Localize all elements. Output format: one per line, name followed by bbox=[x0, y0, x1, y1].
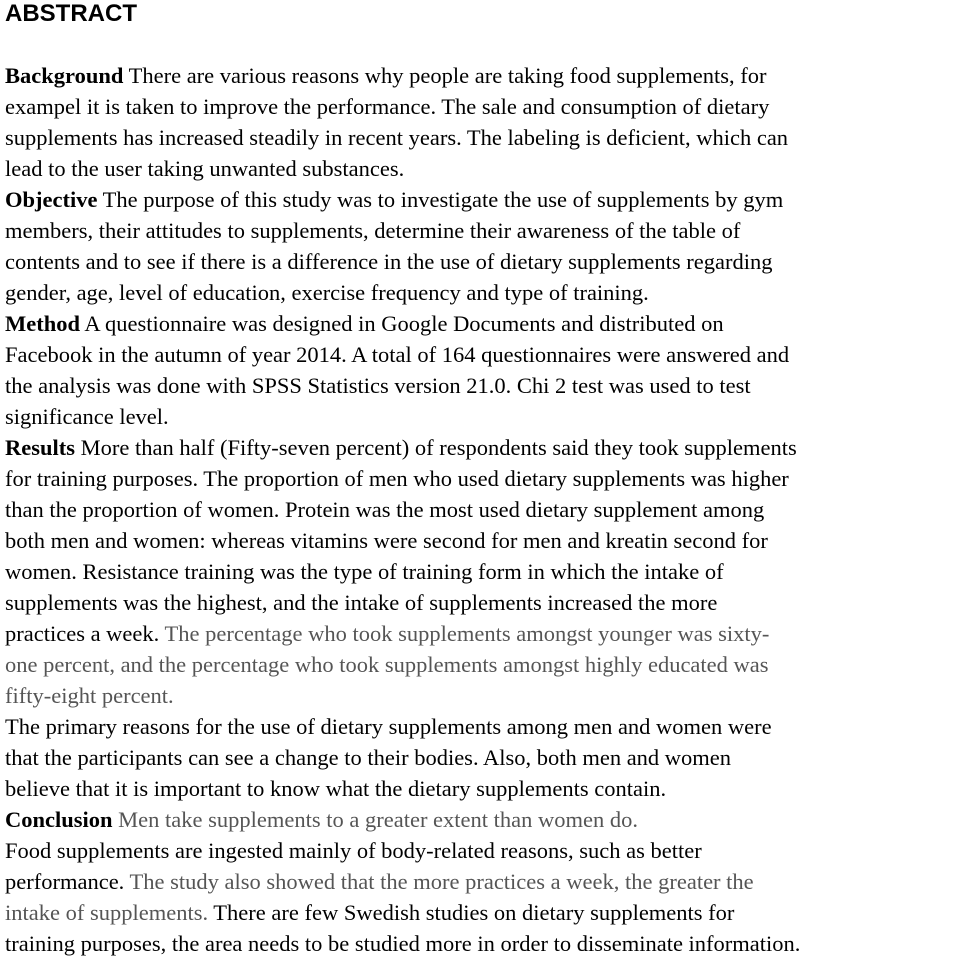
text-run: intake of supplements. bbox=[5, 900, 209, 925]
section-label: Background bbox=[5, 63, 124, 88]
text-line bbox=[5, 246, 959, 277]
section-label: Method bbox=[5, 311, 80, 336]
text-line bbox=[5, 215, 959, 246]
text-run: significance level. bbox=[5, 404, 169, 429]
text-line bbox=[5, 184, 959, 215]
text-run: than the proportion of women. Protein was the most used dietary supplement among bbox=[5, 497, 765, 522]
abstract-body bbox=[5, 60, 959, 959]
text-run: fifty-eight percent. bbox=[5, 683, 174, 708]
text-run: Food supplements are ingested mainly of body-related reasons, such as better bbox=[5, 838, 702, 863]
text-run: Facebook in the autumn of year 2014. A total of 164 questionnaires were answered and bbox=[5, 342, 790, 367]
text-run: members, their attitudes to supplements, determine their awareness of the table of bbox=[5, 218, 741, 243]
text-run: The purpose of this study was to investigate the use of supplements by gym bbox=[97, 187, 784, 212]
text-line bbox=[5, 370, 959, 401]
text-line bbox=[5, 401, 959, 432]
text-run: The percentage who took supplements amongst younger was sixty- bbox=[164, 621, 770, 646]
text-line bbox=[5, 680, 959, 711]
abstract-page bbox=[5, 0, 959, 959]
text-line bbox=[5, 91, 959, 122]
text-run: training purposes, the area needs to be studied more in order to disseminate information. bbox=[5, 931, 801, 956]
text-run: The primary reasons for the use of dietary supplements among men and women were bbox=[5, 714, 772, 739]
text-run: Men take supplements to a greater extent than women do. bbox=[112, 807, 639, 832]
text-run: believe that it is important to know what the dietary supplements contain. bbox=[5, 776, 667, 801]
text-run: The study also showed that the more practices a week, the greater the bbox=[129, 869, 754, 894]
text-run: A questionnaire was designed in Google Documents and distributed on bbox=[80, 311, 724, 336]
text-run: There are few Swedish studies on dietary supplements for bbox=[208, 900, 735, 925]
text-run: performance. bbox=[5, 869, 130, 894]
text-run: one percent, and the percentage who took supplements amongst highly educated was bbox=[5, 652, 769, 677]
text-line bbox=[5, 897, 959, 928]
text-run: practices a week. bbox=[5, 621, 165, 646]
text-run: the analysis was done with SPSS Statistics version 21.0. Chi 2 test was used to test bbox=[5, 373, 751, 398]
text-line bbox=[5, 711, 959, 742]
text-line bbox=[5, 432, 959, 463]
text-run: lead to the user taking unwanted substances. bbox=[5, 156, 405, 181]
text-run: for training purposes. The proportion of men who used dietary supplements was higher bbox=[5, 466, 789, 491]
text-line bbox=[5, 339, 959, 370]
text-line bbox=[5, 773, 959, 804]
section-label: Conclusion bbox=[5, 807, 113, 832]
text-line bbox=[5, 804, 959, 835]
text-line bbox=[5, 122, 959, 153]
text-run: There are various reasons why people are taking food supplements, for bbox=[123, 63, 767, 88]
text-line bbox=[5, 308, 959, 339]
text-line bbox=[5, 494, 959, 525]
text-run: supplements has increased steadily in recent years. The labeling is deficient, which can bbox=[5, 125, 789, 150]
text-run: exampel it is taken to improve the performance. The sale and consumption of dietary bbox=[5, 94, 770, 119]
abstract-heading: ABSTRACT bbox=[5, 0, 137, 27]
text-line bbox=[5, 742, 959, 773]
text-line bbox=[5, 835, 959, 866]
text-run: contents and to see if there is a difference in the use of dietary supplements regarding bbox=[5, 249, 773, 274]
text-line bbox=[5, 556, 959, 587]
text-run: both men and women: whereas vitamins were second for men and kreatin second for bbox=[5, 528, 768, 553]
section-label: Objective bbox=[5, 187, 98, 212]
text-run: gender, age, level of education, exercise frequency and type of training. bbox=[5, 280, 649, 305]
text-line bbox=[5, 153, 959, 184]
text-run: supplements was the highest, and the intake of supplements increased the more bbox=[5, 590, 718, 615]
text-line bbox=[5, 587, 959, 618]
text-line bbox=[5, 928, 959, 959]
text-line bbox=[5, 618, 959, 649]
text-line bbox=[5, 277, 959, 308]
section-label: Results bbox=[5, 435, 76, 460]
text-line bbox=[5, 866, 959, 897]
text-run: women. Resistance training was the type of training form in which the intake of bbox=[5, 559, 724, 584]
text-line bbox=[5, 525, 959, 556]
text-line bbox=[5, 649, 959, 680]
text-line bbox=[5, 60, 959, 91]
text-line bbox=[5, 463, 959, 494]
text-run: More than half (Fifty-seven percent) of respondents said they took supplements bbox=[75, 435, 797, 460]
text-run: that the participants can see a change to their bodies. Also, both men and women bbox=[5, 745, 732, 770]
